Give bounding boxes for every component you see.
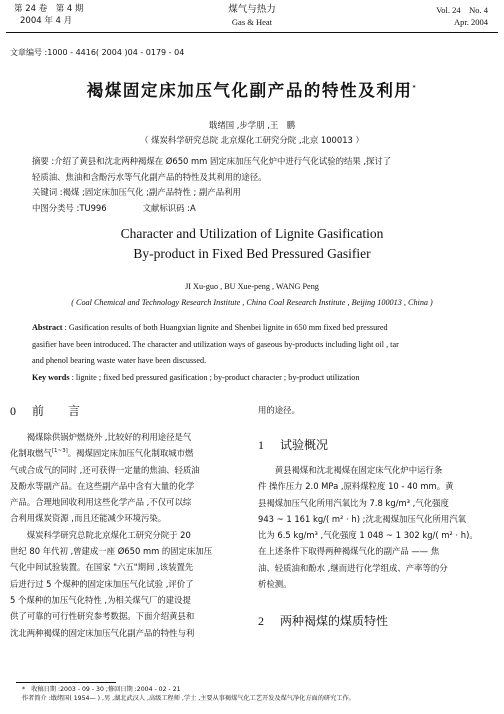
intro-line: 煤炭科学研究总院北京煤化工研究分院于 20 xyxy=(10,529,191,540)
abstract-en-line: and phenol bearing waste water have been discussed. xyxy=(32,356,207,365)
title-en-line: By-product in Fixed Bed Pressured Gasifier xyxy=(133,246,371,261)
keywords-en-text: : lignite ; fixed bed pressured gasification ; by-product character ; by-product utilization xyxy=(69,372,360,382)
section-2-heading xyxy=(258,612,388,629)
intro-line: 气化中间试验装置。在国家 "六五"期间 ,该装置先 xyxy=(10,562,194,573)
header-volume-cn: 第 24 卷 第 4 期 xyxy=(14,4,84,14)
authors-cn: 戢绪国 ,步学朋 ,王 鹏 xyxy=(208,120,296,130)
right-top-line: 用的途径。 xyxy=(258,405,300,415)
sec1-line: 县褐煤加压气化所用汽氧比为 7.8 kg/m³ ,气化强度 xyxy=(258,497,449,508)
abstract-en-line: gasifier have been introduced. The character and utilization ways of gaseous by-products including light oil , tar xyxy=(32,339,399,349)
intro-line: 5 个煤种的加压气化特性 ,为相关煤气厂的建设提 xyxy=(10,594,191,605)
section-2-number: 2 xyxy=(258,614,264,628)
abstract-en xyxy=(32,320,478,386)
section-1-body xyxy=(258,462,494,592)
footnote xyxy=(22,686,355,703)
abstract-cn xyxy=(32,154,391,216)
clc-cn: 中图分类号 :TU996 xyxy=(32,202,107,213)
keywords-cn: 关键词 :褐煤 ;固定床加压气化 ;副产品特性 ; 副产品利用 xyxy=(32,187,241,197)
sec1-line: 油、轻质油和酚水 ,继而进行化学组成、产率等的分 xyxy=(258,562,448,573)
article-number: 文章编号 :1000 - 4416( 2004 )04 - 0179 - 04 xyxy=(10,48,185,57)
intro-line: 后进行过 5 个煤种的固定床加压气化试验 ,评价了 xyxy=(10,578,194,589)
section-0-number: 0 xyxy=(10,404,16,418)
authors-en: JI Xu-guo , BU Xue-peng , WANG Peng xyxy=(185,282,319,291)
header-rule xyxy=(6,32,498,33)
section-0-title: 前 言 xyxy=(32,404,81,418)
header-journal-cn: 煤气与热力 xyxy=(228,4,276,15)
title-cn-text: 褐煤固定床加压气化副产品的特性及利用 xyxy=(86,81,413,100)
section-2-title: 两种褐煤的煤质特性 xyxy=(280,614,389,628)
header-volume-en: Vol. 24 No. 4 xyxy=(436,5,488,15)
title-en xyxy=(0,224,504,264)
intro-line: 合利用煤炭资源 ,而且还能减少环境污染。 xyxy=(10,513,167,524)
sec1-line: 比为 6.5 kg/m³ ,气化强度 1 048 ~ 1 302 kg/( m² · h)。 xyxy=(258,530,478,541)
footnote-rule xyxy=(16,682,116,683)
keywords-en xyxy=(32,370,478,387)
footnote-line: 作者简介 :戢绪国( 1954— ) ,男 ,湖北武汉人 ,高级工程师 ,学士 ,主要从事褐煤气化工艺开发及煤气净化方面的研究工作。 xyxy=(22,694,355,702)
intro-line: 及酚水等副产品。在这些副产品中含有大量的化学 xyxy=(10,480,195,491)
intro-line: 褐煤除供锅炉燃烧外 ,比较好的利用途径是气 xyxy=(10,432,192,442)
header-date-cn: 2004 年 4 月 xyxy=(20,16,73,26)
abstract-cn-line: 摘要 :介绍了黄县和沈北两种褐煤在 Ø650 mm 固定床加压气化炉中进行气化试验的结果 ,探讨了 xyxy=(32,156,392,166)
section-1-number: 1 xyxy=(258,438,264,452)
abstract-en-text: : Gasification results of both Huangxian lignite and Shenbei lignite in 650 mm fixed bed pressured xyxy=(62,323,388,332)
section-1-title: 试验概况 xyxy=(280,438,329,452)
header-date-en: Apr. 2004 xyxy=(454,17,488,27)
abstract-en-line1 xyxy=(32,320,478,337)
abstract-cn-line: 轻质油、焦油和含酚污水等气化副产品的特性及其利用的途径。 xyxy=(32,171,267,182)
sec1-line: 943 ~ 1 161 kg/( m² · h) ;沈北褐煤加压气化所用汽氧 xyxy=(258,513,466,524)
intro-line: 供了可靠的可行性研究参考数据。下面介绍黄县和 xyxy=(10,611,195,622)
doc-code-cn: 文献标识码 :A xyxy=(142,202,196,213)
intro-line: 产品。合理地回收利用这些化学产品 ,不仅可以综 xyxy=(10,497,192,508)
footnote-line: * 收稿日期 :2003 - 09 - 30 ;修回日期 :2004 - 02 - 21 xyxy=(22,686,181,693)
intro-body xyxy=(10,429,246,641)
clc-row xyxy=(32,201,391,217)
title-footnote-mark: * xyxy=(412,84,418,92)
title-en-line: Character and Utilization of Lignite Gasification xyxy=(120,226,384,241)
section-1-heading xyxy=(258,436,328,453)
title-cn xyxy=(0,77,504,101)
intro-line: 沈北两种褐煤的固定床加压气化副产品的特性与利 xyxy=(10,627,195,638)
affiliation-en: ( Coal Chemical and Technology Research Institute , China Coal Research Institute , Beijing 100013 , China ) xyxy=(71,298,433,307)
keywords-en-label: Key words xyxy=(32,372,70,382)
intro-line: 世纪 80 年代初 ,曾建成一座 Ø650 mm 的固定床加压 xyxy=(10,546,213,557)
sec1-line: 件 操作压力 2.0 MPa ,原料煤粒度 10 - 40 mm。黄 xyxy=(258,481,454,492)
abstract-en-label: Abstract xyxy=(32,323,63,332)
section-0-heading xyxy=(10,402,80,419)
sec1-line: 析检测。 xyxy=(258,579,292,590)
sec1-line: 在上述条件下取得两种褐煤气化的副产品 —— 焦 xyxy=(258,546,440,557)
header-journal-en: Gas & Heat xyxy=(231,17,273,27)
intro-line: 气或合成气的同时 ,还可获得一定量的焦油、轻质油 xyxy=(10,464,200,475)
intro-line: 化制取燃气[1~3]。褐煤固定床加压气化制取城市燃 xyxy=(10,448,194,459)
sec1-line: 黄县褐煤和沈北褐煤在固定床气化炉中运行条 xyxy=(258,465,443,475)
affiliation-cn: （ 煤炭科学研究总院 北京煤化工研究分院 ,北京 100013 ） xyxy=(140,135,364,145)
